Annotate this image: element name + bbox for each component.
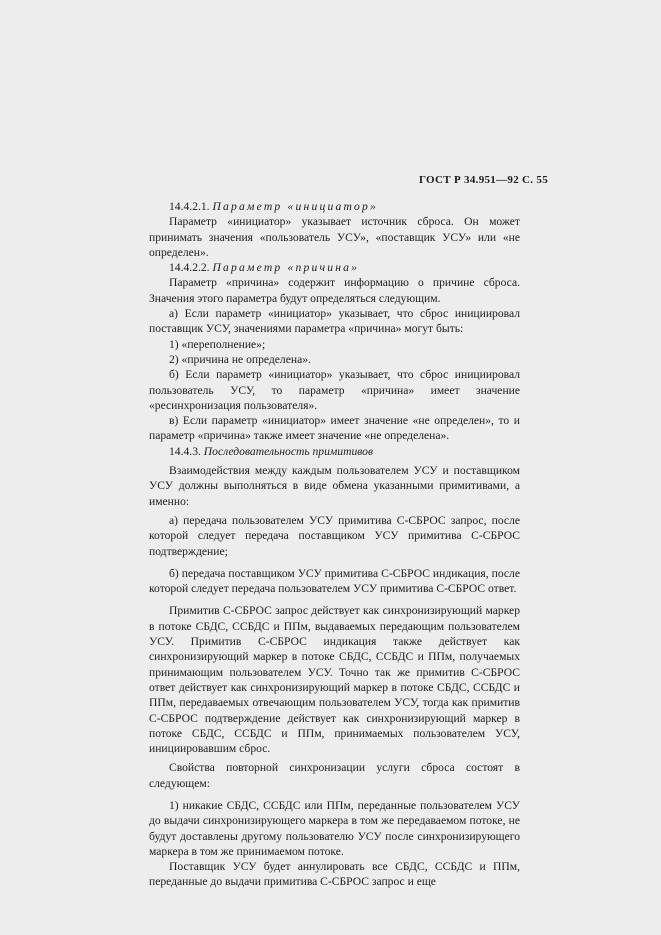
document-body <box>149 195 520 890</box>
list-item: б) передача поставщиком УСУ примитива С-СБРОС индикация, после которой следует передача пользователем УСУ примитива С-СБРОС ответ. <box>149 566 520 596</box>
paragraph: Параметр «причина» содержит информацию о причине сброса. Значения этого параметра будут определяться следующим. <box>149 276 520 305</box>
list-item: б) Если параметр «инициатор» указывает, что сброс инициировал пользователь УСУ, то параметр «причина» имеет значение «ресинхронизация пользователя». <box>149 368 520 412</box>
list-item: 2) «причина не определена». <box>169 352 311 366</box>
list-item: а) передача пользователем УСУ примитива С-СБРОС запрос, после которой следует передача поставщиком УСУ примитива С-СБРОС подтверждение; <box>149 513 520 558</box>
paragraph: Взаимодействия между каждым пользователем УСУ и поставщиком УСУ должны выполняться в виде обмена указанными примитивами, а именно: <box>149 464 520 508</box>
paragraph: Свойства повторной синхронизации услуги сброса состоят в следующем: <box>149 761 520 790</box>
list-item: а) Если параметр «инициатор» указывает, что сброс инициировал поставщик УСУ, значениями параметра «причина» могут быть: <box>149 307 520 336</box>
list-item: 1) никакие СБДС, ССБДС или ППм, переданные пользователем УСУ до выдачи синхронизирующего маркера в том же передаваемом потоке, не будут доставлены другому пользователю УСУ после синхронизирующего маркера в том же принимаемом потоке. <box>149 798 520 858</box>
paragraph: Параметр «инициатор» указывает источник сброса. Он может принимать значения «пользователь УСУ», «поставщик УСУ» или «не определен». <box>149 215 520 259</box>
paragraph: Примитив С-СБРОС запрос действует как синхронизирующий маркер в потоке СБДС, ССБДС и ППм, выдаваемых передающим пользователем УСУ. Примитив С-СБРОС индикация также действует как синхронизирующий маркер в потоке СБДС, ССБДС и ППм, получаемых принимающим пользователем УСУ. Точно так же примитив С-СБРОС ответ действует как синхронизирующий маркер в потоке СБДС, ССБДС и ППм, передаваемых отвечающим пользователем УСУ, тогда как примитив С-СБРОС подтверждение действует как синхронизирующий маркер в потоке СБДС, ССБДС и ППм, принимаемых пользователем УСУ, инициировавшим сброс. <box>149 604 520 756</box>
section-heading-14-4-2-2: 14.4.2.2. Параметр «причина» <box>169 261 360 275</box>
page-header: ГОСТ Р 34.951—92 С. 55 <box>419 174 548 186</box>
section-heading-14-4-3: 14.4.3. Последовательность примитивов <box>169 444 373 458</box>
list-item: в) Если параметр «инициатор» имеет значение «не определен», то и параметр «причина» также имеет значение «не определена». <box>149 414 520 443</box>
section-heading-14-4-2-1: 14.4.2.1. Параметр «инициатор» <box>169 200 379 213</box>
paragraph: Поставщик УСУ будет аннулировать все СБДС, ССБДС и ППм, переданные до выдачи примитива С-СБРОС запрос и еще <box>149 860 520 889</box>
list-item: 1) «переполнение»; <box>169 337 266 351</box>
